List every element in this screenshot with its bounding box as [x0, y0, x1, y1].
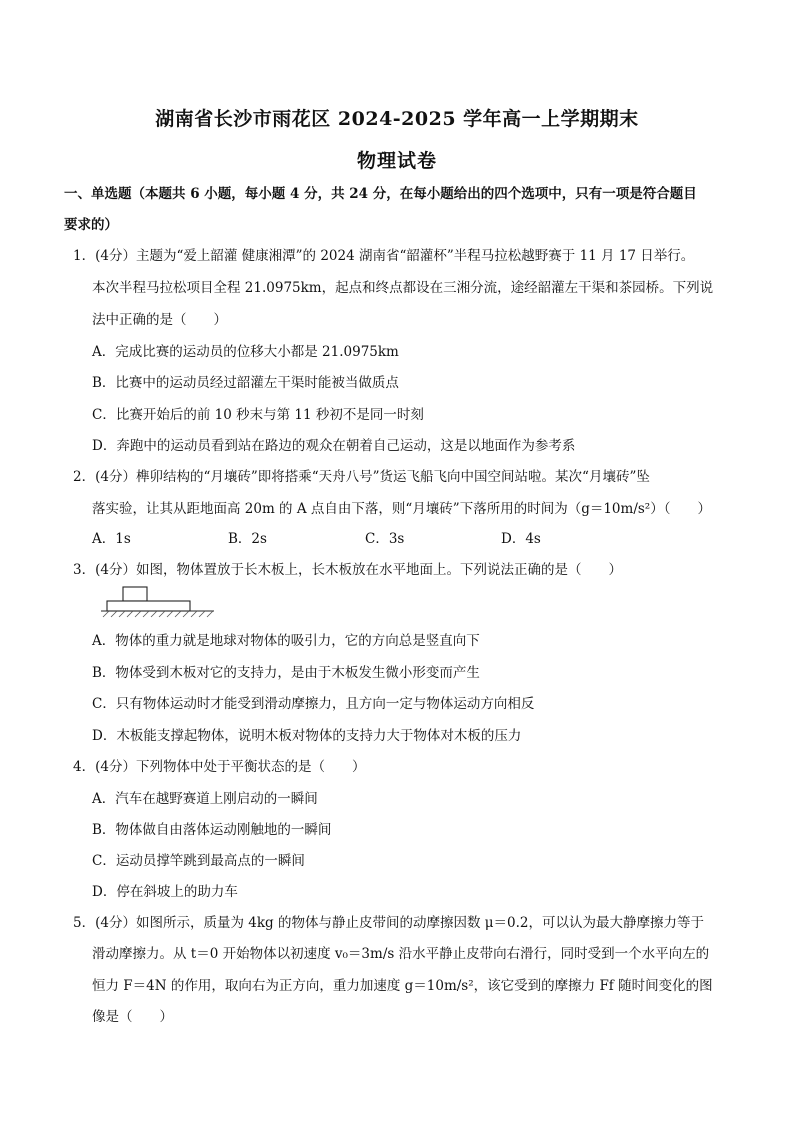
question-2-option-b: B．2s: [228, 531, 267, 547]
question-5-stem: 像是（ ）: [92, 1009, 173, 1025]
exam-subtitle: 物理试卷: [356, 150, 437, 172]
question-1-stem: 1．(4分）主题为“爱上韶灌 健康湘潭”的 2024 湖南省“韶灌杯”半程马拉松越野赛于 11 月 17 日举行。: [73, 248, 695, 264]
question-2-option-d: D．4s: [501, 531, 541, 547]
section-heading-cont: 要求的）: [64, 217, 118, 233]
question-5-stem: 恒力 F＝4N 的作用，取向右为正方向，重力加速度 g＝10m/s²，该它受到的摩擦力 Ff 随时间变化的图: [92, 978, 713, 994]
question-3-option-c: C．只有物体运动时才能受到滑动摩擦力，且方向一定与物体运动方向相反: [92, 696, 535, 712]
question-4-option-a: A．汽车在越野赛道上刚启动的一瞬间: [92, 791, 318, 807]
question-1-option-a: A．完成比赛的运动员的位移大小都是 21.0975km: [92, 344, 399, 360]
question-1-option-b: B．比赛中的运动员经过韶灌左干渠时能被当做质点: [92, 375, 399, 391]
long-board: [107, 601, 190, 611]
exam-title: 湖南省长沙市雨花区 2024-2025 学年高一上学期期末: [155, 108, 639, 130]
question-1-stem: 法中正确的是（ ）: [92, 312, 227, 328]
question-4-option-c: C．运动员撑竿跳到最高点的一瞬间: [92, 853, 305, 869]
question-5-stem: 5．(4分）如图所示，质量为 4kg 的物体与静止皮带间的动摩擦因数 μ＝0.2，可以认为最大静摩擦力等于: [73, 915, 704, 931]
question-2-option-a: A．1s: [92, 531, 131, 547]
ground-hatching: [103, 611, 213, 617]
section-heading: 一、单选题（本题共 6 小题，每小题 4 分，共 24 分，在每小题给出的四个选项中，只有一项是符合题目: [64, 186, 697, 202]
block: [123, 587, 147, 601]
question-1-option-d: D．奔跑中的运动员看到站在路边的观众在朝着自己运动，这是以地面作为参考系: [92, 438, 576, 454]
question-3-option-d: D．木板能支撑起物体，说明木板对物体的支持力大于物体对木板的压力: [92, 728, 522, 744]
question-3-option-a: A．物体的重力就是地球对物体的吸引力，它的方向总是竖直向下: [92, 633, 480, 649]
question-5-stem: 滑动摩擦力。从 t＝0 开始物体以初速度 v₀＝3m/s 沿水平静止皮带向右滑行，同时受到一个水平向左的: [92, 946, 710, 962]
question-2-option-c: C．3s: [365, 531, 405, 547]
question-3-stem: 3．(4分）如图，物体置放于长木板上，长木板放在水平地面上。下列说法正确的是（ ）: [73, 562, 622, 578]
question-1-stem: 本次半程马拉松项目全程 21.0975km，起点和终点都设在三湘分流，途经韶灌左干渠和茶园桥。下列说: [92, 280, 714, 296]
block-on-board-diagram: [101, 583, 216, 623]
question-3-option-b: B．物体受到木板对它的支持力，是由于木板发生微小形变而产生: [92, 665, 480, 681]
question-4-stem: 4．(4分）下列物体中处于平衡状态的是（ ）: [73, 759, 366, 775]
question-2-stem: 2．(4分）榫卯结构的“月壤砖”即将搭乘“天舟八号”货运飞船飞向中国空间站啦。某次“月壤砖”坠: [73, 469, 650, 485]
question-2-stem: 落实验，让其从距地面高 20m 的 A 点自由下落，则“月壤砖”下落所用的时间为（g＝10m/s²）（ ）: [92, 501, 711, 517]
question-1-option-c: C．比赛开始后的前 10 秒末与第 11 秒初不是同一时刻: [92, 407, 424, 423]
question-4-option-b: B．物体做自由落体运动刚触地的一瞬间: [92, 822, 332, 838]
question-4-option-d: D．停在斜坡上的助力车: [92, 884, 238, 900]
